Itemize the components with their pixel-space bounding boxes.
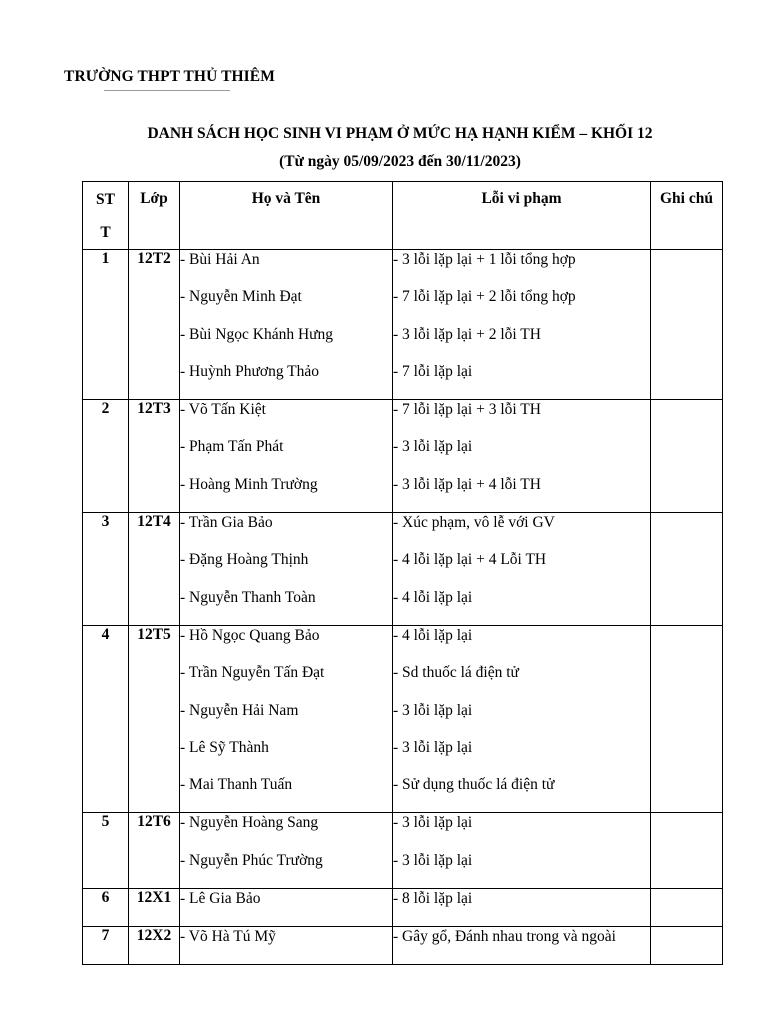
violation-text: - Xúc phạm, vô lễ với GV (393, 514, 555, 532)
student-name: - Trần Nguyễn Tấn Đạt (180, 664, 325, 682)
table-row (83, 625, 723, 812)
student-name: - Võ Tấn Kiệt (180, 401, 266, 419)
student-name: - Đặng Hoàng Thịnh (180, 551, 309, 569)
row-violations (393, 250, 651, 400)
table-header-row (83, 182, 723, 250)
row-note (651, 927, 723, 965)
row-violations (393, 625, 651, 812)
row-student-names (180, 927, 393, 965)
row-class: 12T4 (129, 513, 180, 626)
table-row (83, 513, 723, 626)
student-name: - Nguyễn Hoàng Sang (180, 814, 319, 832)
row-class: 12X1 (129, 889, 180, 927)
row-stt: 5 (83, 813, 129, 889)
header-violation: Lỗi vi phạm (393, 182, 651, 250)
row-violations (393, 889, 651, 927)
table-body (83, 250, 723, 965)
row-note (651, 813, 723, 889)
violation-text: - Sd thuốc lá điện tử (393, 664, 519, 682)
violation-text: - 3 lỗi lặp lại + 1 lỗi tổng hợp (393, 251, 576, 268)
row-violations (393, 927, 651, 965)
table-row (83, 813, 723, 889)
violation-text: - Gây gổ, Đánh nhau trong và ngoài (393, 928, 616, 946)
row-note (651, 513, 723, 626)
row-student-names (180, 625, 393, 812)
row-violations (393, 513, 651, 626)
student-name: - Nguyễn Minh Đạt (180, 288, 302, 306)
row-stt: 1 (83, 250, 129, 400)
student-name: - Mai Thanh Tuấn (180, 776, 293, 794)
violation-text: - 3 lỗi lặp lại (393, 701, 473, 719)
violation-text: - 3 lỗi lặp lại + 2 lỗi TH (393, 325, 541, 343)
violation-text: - 8 lỗi lặp lại (393, 890, 473, 908)
row-stt: 6 (83, 889, 129, 927)
student-name: - Phạm Tấn Phát (180, 438, 284, 456)
violation-text: - 7 lỗi lặp lại (393, 362, 473, 380)
row-violations (393, 813, 651, 889)
student-name: - Hoàng Minh Trường (180, 475, 318, 493)
row-stt: 7 (83, 927, 129, 965)
table-row (83, 250, 723, 400)
violation-text: - 3 lỗi lặp lại (393, 851, 473, 869)
student-name: - Nguyễn Phúc Trường (180, 851, 323, 869)
student-name: - Huỳnh Phương Thảo (180, 362, 320, 380)
row-stt: 2 (83, 400, 129, 513)
student-name: - Võ Hà Tú Mỹ (180, 928, 276, 946)
student-name: - Hồ Ngọc Quang Bảo (180, 626, 320, 644)
table-row (83, 927, 723, 965)
student-name: - Trần Gia Bảo (180, 514, 273, 532)
row-violations (393, 400, 651, 513)
row-student-names (180, 250, 393, 400)
violation-text: - 4 lỗi lặp lại + 4 Lỗi TH (393, 551, 547, 569)
row-note (651, 625, 723, 812)
document-title: DANH SÁCH HỌC SINH VI PHẠM Ở MỨC HẠ HẠNH KIỂM – KHỐI 12 (147, 125, 653, 142)
row-class: 12T3 (129, 400, 180, 513)
row-note (651, 250, 723, 400)
student-name: - Bùi Ngọc Khánh Hưng (180, 325, 334, 343)
violation-text: - 7 lỗi lặp lại + 2 lỗi tổng hợp (393, 288, 576, 306)
header-stt-top: ST (96, 191, 115, 208)
violation-text: - 7 lỗi lặp lại + 3 lỗi TH (393, 401, 541, 419)
violation-text: - 4 lỗi lặp lại (393, 588, 473, 606)
row-stt: 4 (83, 625, 129, 812)
header-note: Ghi chú (651, 182, 723, 250)
student-name: - Nguyễn Thanh Toàn (180, 588, 316, 606)
row-class: 12X2 (129, 927, 180, 965)
row-student-names (180, 513, 393, 626)
row-student-names (180, 400, 393, 513)
violation-text: - 3 lỗi lặp lại (393, 738, 473, 756)
row-note (651, 400, 723, 513)
row-student-names (180, 813, 393, 889)
violation-text: - 3 lỗi lặp lại (393, 438, 473, 456)
header-name: Họ và Tên (180, 182, 393, 250)
header-stt (83, 182, 129, 250)
row-note (651, 889, 723, 927)
violation-text: - 3 lỗi lặp lại (393, 814, 473, 832)
student-name: - Bùi Hải An (180, 251, 260, 268)
violation-text: - 4 lỗi lặp lại (393, 626, 473, 644)
header-stt-bottom: T (100, 224, 111, 241)
row-class: 12T6 (129, 813, 180, 889)
row-student-names (180, 889, 393, 927)
row-stt: 3 (83, 513, 129, 626)
document-date-range: (Từ ngày 05/09/2023 đến 30/11/2023) (279, 153, 521, 170)
violation-text: - Sử dụng thuốc lá điện tử (393, 776, 555, 794)
row-class: 12T2 (129, 250, 180, 400)
student-name: - Lê Gia Bảo (180, 890, 261, 908)
student-name: - Lê Sỹ Thành (180, 738, 269, 756)
header-class: Lớp (129, 182, 180, 250)
row-class: 12T5 (129, 625, 180, 812)
school-underline (104, 90, 230, 91)
violation-table (82, 181, 723, 965)
violation-text: - 3 lỗi lặp lại + 4 lỗi TH (393, 475, 541, 493)
student-name: - Nguyễn Hải Nam (180, 701, 299, 719)
table-row (83, 400, 723, 513)
table-row (83, 889, 723, 927)
school-name: TRƯỜNG THPT THỦ THIÊM (64, 68, 275, 85)
